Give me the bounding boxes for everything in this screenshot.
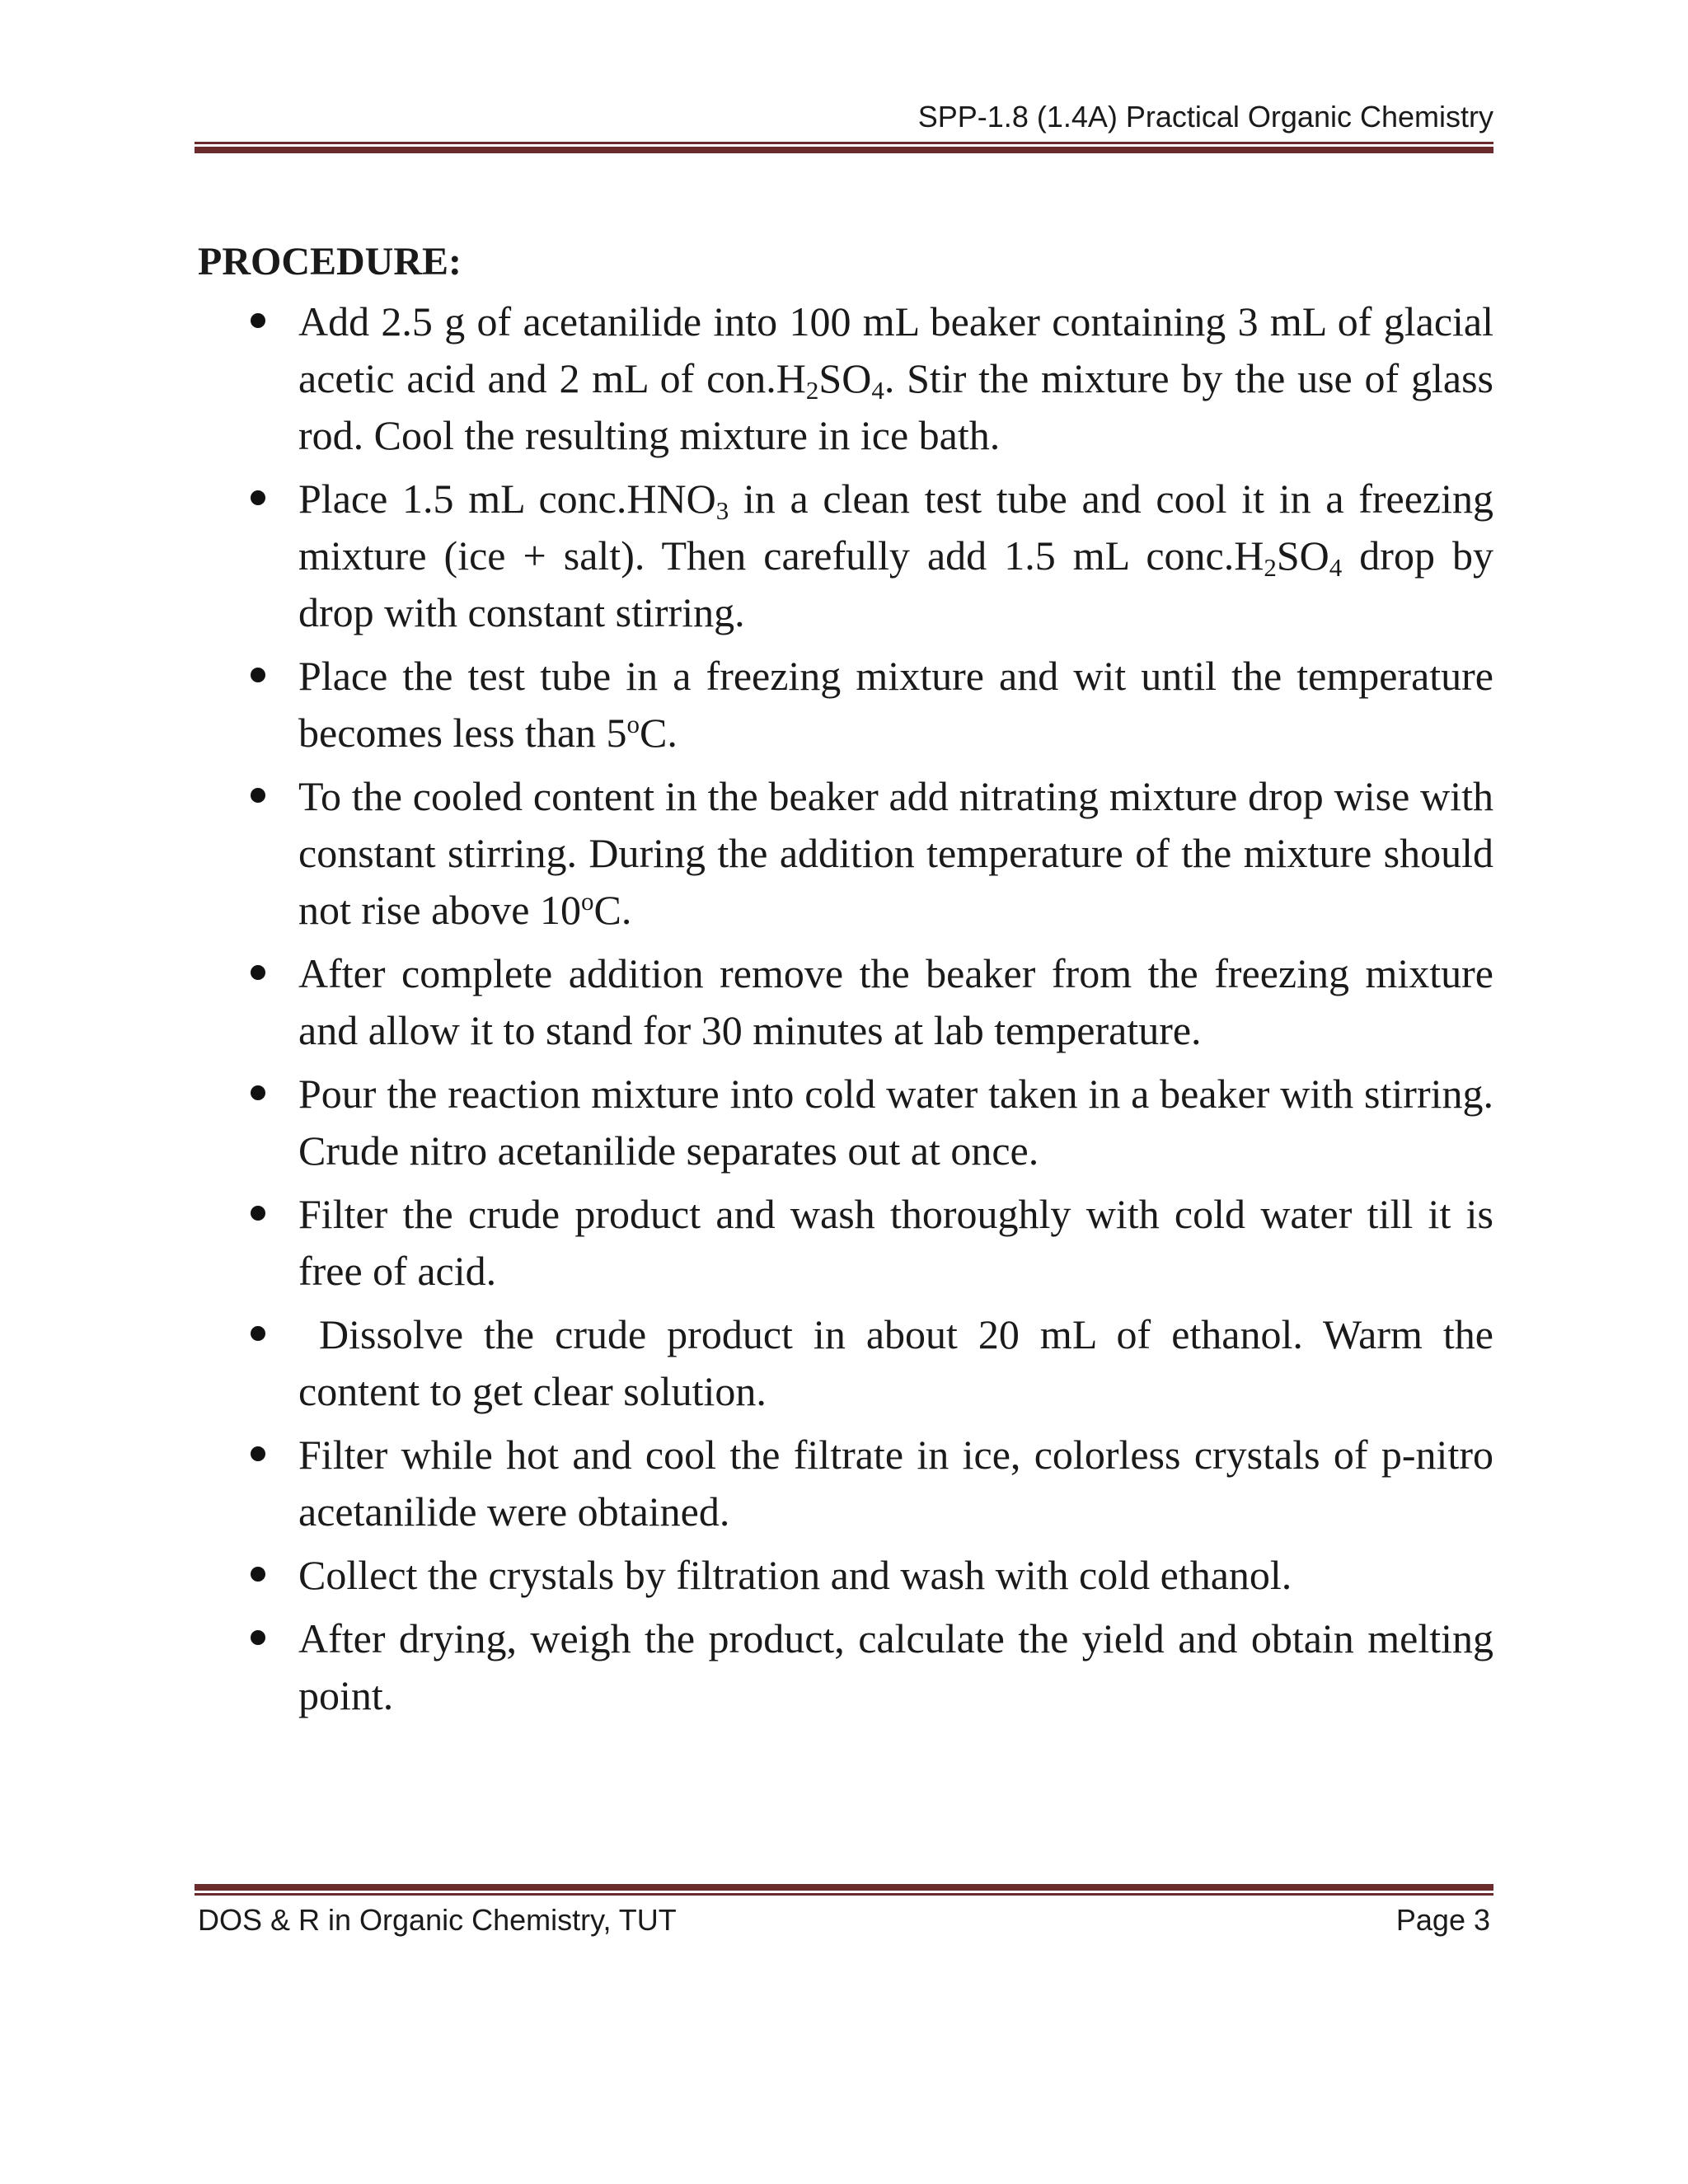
step-text: C.: [593, 887, 632, 933]
step-text: C.: [640, 710, 678, 756]
list-item: [198, 1610, 1493, 1724]
subscript: 3: [715, 495, 729, 525]
list-item: [198, 768, 1493, 939]
bullet-icon: [251, 490, 265, 505]
step-text: . Stir the mixture by the use of glass rod. Cool the resulting mixture in ice bath.: [298, 355, 1493, 458]
header-title: SPP-1.8 (1.4A) Practical Organic Chemistry: [917, 100, 1493, 134]
section-heading: PROCEDURE:: [198, 240, 462, 284]
footer-left-text: DOS & R in Organic Chemistry, TUT: [198, 1903, 677, 1937]
bullet-icon: [251, 668, 265, 682]
footer-rule-thin: [195, 1893, 1493, 1896]
step-text: Place the test tube in a freezing mixture and wit until the temperature becomes less than 5: [298, 653, 1493, 756]
step-text: To the cooled content in the beaker add nitrating mixture drop wise with constant stirring. During the addition temperature of the mixture should not rise above 10: [298, 773, 1493, 933]
main-content: [198, 237, 1504, 1731]
list-item: [198, 1427, 1493, 1540]
superscript: o: [580, 886, 594, 916]
bullet-icon: [251, 965, 265, 980]
list-item: [198, 1306, 1504, 1420]
list-item: [198, 1186, 1493, 1300]
page-header: [195, 97, 1493, 137]
subscript: 4: [1329, 552, 1343, 582]
step-text: Place 1.5 mL conc.HNO: [298, 476, 716, 522]
list-item: [198, 293, 1493, 464]
subscript: 2: [1264, 552, 1277, 582]
subscript: 4: [871, 375, 884, 405]
list-item: [198, 1547, 1493, 1604]
bullet-icon: [251, 1567, 265, 1582]
step-text: Add 2.5 g of acetanilide into 100 mL beaker containing 3 mL of glacial acetic acid and 2 mL of con.H: [298, 298, 1493, 401]
bullet-icon: [251, 1446, 265, 1461]
header-rule-thin: [195, 142, 1493, 144]
bullet-icon: [251, 313, 265, 328]
footer-rule-thick: [195, 1884, 1493, 1891]
step-text: Filter the crude product and wash thoroughly with cold water till it is free of acid.: [298, 1191, 1493, 1294]
bullet-icon: [251, 1630, 265, 1645]
step-text: SO: [1276, 532, 1329, 579]
page-number: Page 3: [1395, 1903, 1490, 1937]
bullet-icon: [251, 1326, 265, 1341]
step-text: Collect the crystals by filtration and wash with cold ethanol.: [298, 1552, 1292, 1598]
subscript: 2: [805, 375, 819, 405]
step-text: Dissolve the crude product in about 20 mL of ethanol. Warm the content to get clear solution.: [298, 1311, 1504, 1414]
step-text: Pour the reaction mixture into cold water taken in a beaker with stirring. Crude nitro acetanilide separates out at once.: [298, 1071, 1493, 1174]
step-text: After complete addition remove the beaker from the freezing mixture and allow it to stand for 30 minutes at lab temperature.: [298, 950, 1493, 1053]
step-text: After drying, weigh the product, calculate the yield and obtain melting point.: [298, 1615, 1493, 1718]
list-item: [198, 471, 1493, 641]
step-text: Filter while hot and cool the filtrate in ice, colorless crystals of p-nitro acetanilide were obtained.: [298, 1432, 1493, 1535]
step-text: drop by drop with constant stirring.: [298, 532, 1493, 635]
list-item: [198, 945, 1493, 1059]
step-text: SO: [818, 355, 872, 401]
bullet-icon: [251, 1085, 265, 1100]
bullet-icon: [251, 788, 265, 803]
superscript: o: [626, 709, 640, 738]
list-item: [198, 1066, 1493, 1179]
header-rule-thick: [195, 147, 1493, 153]
list-item: [198, 648, 1493, 762]
step-text: in a clean test tube and cool it in a freezing mixture (ice + salt). Then carefully add 1.5 mL conc.H: [298, 476, 1493, 579]
procedure-list: [198, 293, 1504, 1724]
bullet-icon: [251, 1206, 265, 1221]
